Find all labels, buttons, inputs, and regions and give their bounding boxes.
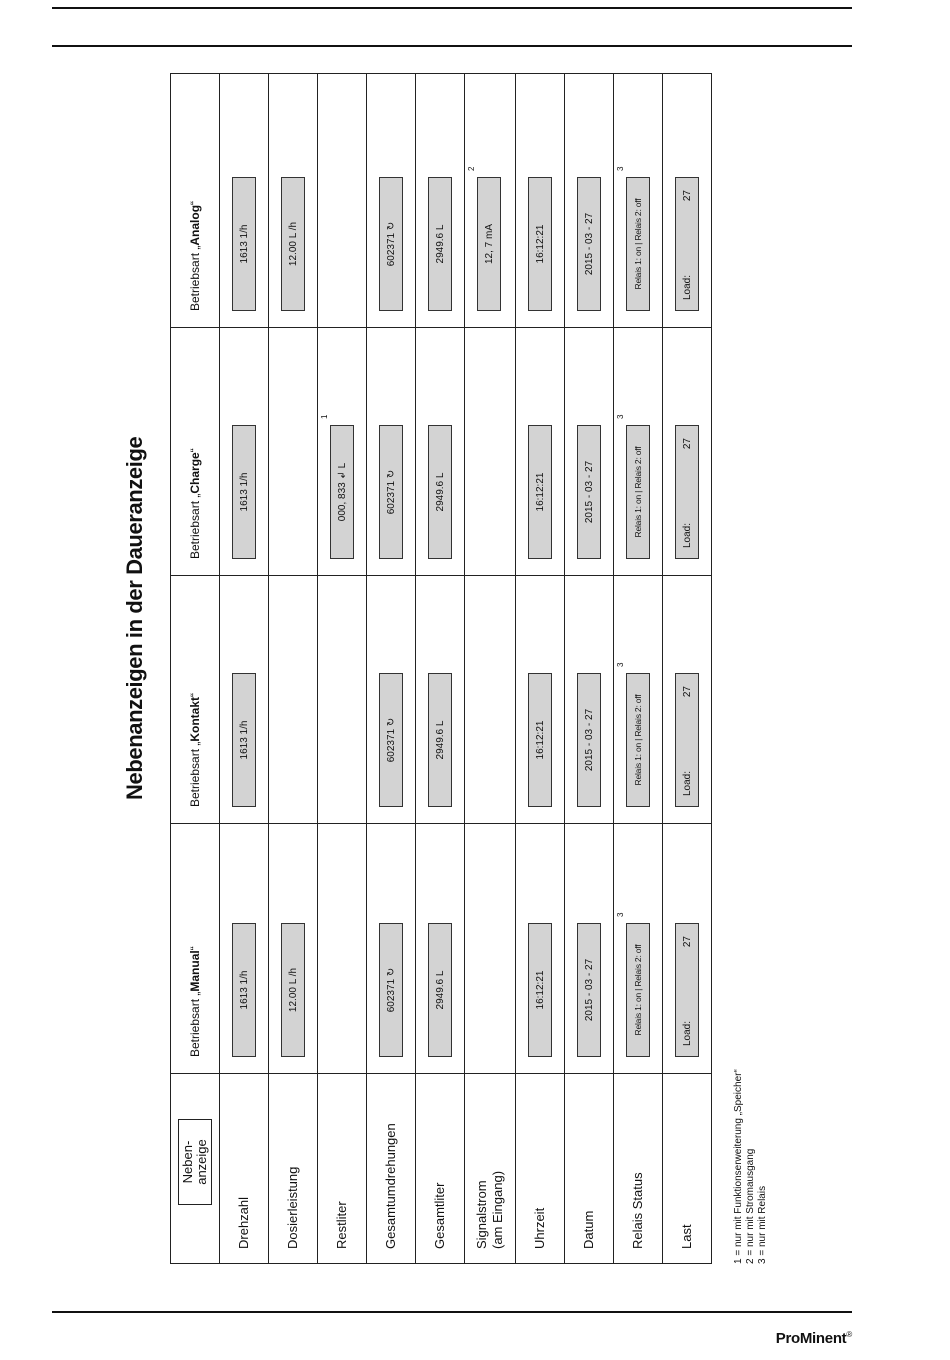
mode-header-manual bbox=[171, 824, 220, 1074]
display-value: 16:12:21 bbox=[528, 923, 552, 1057]
table-row-dosierleistung bbox=[269, 74, 318, 1264]
display-value: 16:12:21 bbox=[528, 425, 552, 559]
header-row bbox=[171, 74, 220, 1264]
display-value: 2015 - 03 - 27 bbox=[577, 673, 601, 807]
mode-header-analog bbox=[171, 74, 220, 328]
cell-kontakt-empty bbox=[465, 576, 516, 824]
corner-label-1: Neben- bbox=[180, 1140, 195, 1184]
logo-text: ProMinent bbox=[775, 1330, 847, 1347]
cell-charge bbox=[318, 328, 367, 576]
footnote-marker: 3 bbox=[616, 166, 625, 171]
cell-analog bbox=[269, 74, 318, 328]
mode-suffix: “ bbox=[188, 946, 202, 951]
mode-name: Kontakt bbox=[188, 696, 202, 742]
load-label: Load: bbox=[681, 522, 693, 548]
cell-charge bbox=[416, 328, 465, 576]
display-value: 1613 1/h bbox=[232, 177, 256, 311]
display-value: 602371 ↻ bbox=[379, 673, 403, 807]
display-table bbox=[170, 73, 712, 1264]
table-row-datum bbox=[565, 74, 614, 1264]
footnote-1: 1 = nur mit Funktionserweiterung „Speicher“ bbox=[733, 1069, 744, 1264]
footnote-marker: 3 bbox=[616, 662, 625, 667]
display-value: 16:12:21 bbox=[528, 673, 552, 807]
mode-suffix: “ bbox=[188, 692, 202, 697]
row-label-line2: (am Eingang) bbox=[490, 1170, 505, 1249]
display-value: 12, 7 mA bbox=[477, 177, 501, 311]
row-label: Dosierleistung bbox=[269, 1074, 318, 1264]
mode-prefix: Betriebsart „ bbox=[188, 493, 202, 559]
load-display bbox=[675, 923, 699, 1057]
footnote-marker: 3 bbox=[616, 912, 625, 917]
display-value: 2949.6 L bbox=[428, 177, 452, 311]
display-value: 2949.6 L bbox=[428, 673, 452, 807]
cell-charge bbox=[516, 328, 565, 576]
cell-manual bbox=[663, 824, 712, 1074]
cell-analog bbox=[565, 74, 614, 328]
cell-charge bbox=[565, 328, 614, 576]
load-display bbox=[675, 177, 699, 311]
load-label: Load: bbox=[681, 770, 693, 796]
page-title: Nebenanzeigen in der Daueranzeige bbox=[122, 436, 147, 800]
cell-analog bbox=[416, 74, 465, 328]
cell-charge bbox=[367, 328, 416, 576]
cell-analog bbox=[465, 74, 516, 328]
cell-analog bbox=[516, 74, 565, 328]
table-row-relais-status bbox=[614, 74, 663, 1264]
cell-charge-empty bbox=[465, 328, 516, 576]
display-value: 602371 ↻ bbox=[379, 923, 403, 1057]
display-value: Relais 1: on | Relais 2: off bbox=[626, 177, 650, 311]
row-label: Datum bbox=[565, 1074, 614, 1264]
load-value: 27 bbox=[681, 686, 693, 698]
display-value: Relais 1: on | Relais 2: off bbox=[626, 923, 650, 1057]
display-value: 602371 ↻ bbox=[379, 425, 403, 559]
row-label: Last bbox=[663, 1074, 712, 1264]
mode-header-kontakt bbox=[171, 576, 220, 824]
cell-manual bbox=[269, 824, 318, 1074]
row-label bbox=[465, 1074, 516, 1264]
cell-analog bbox=[220, 74, 269, 328]
mode-suffix: “ bbox=[188, 200, 202, 205]
cell-manual bbox=[220, 824, 269, 1074]
display-value: Relais 1: on | Relais 2: off bbox=[626, 425, 650, 559]
footnote-marker: 1 bbox=[320, 414, 329, 419]
load-label: Load: bbox=[681, 274, 693, 300]
mode-name: Manual bbox=[188, 950, 202, 992]
display-value: 2015 - 03 - 27 bbox=[577, 425, 601, 559]
display-value: 16:12:21 bbox=[528, 177, 552, 311]
display-value: 1613 1/h bbox=[232, 425, 256, 559]
display-value: 000, 833 ↲ L bbox=[330, 425, 354, 559]
display-value: 12.00 L /h bbox=[281, 177, 305, 311]
cell-kontakt bbox=[516, 576, 565, 824]
cell-analog bbox=[367, 74, 416, 328]
display-value: Relais 1: on | Relais 2: off bbox=[626, 673, 650, 807]
cell-manual bbox=[416, 824, 465, 1074]
row-label: Restliter bbox=[318, 1074, 367, 1264]
cell-charge bbox=[220, 328, 269, 576]
row-label: Uhrzeit bbox=[516, 1074, 565, 1264]
corner-cell bbox=[171, 1074, 220, 1264]
cell-kontakt bbox=[367, 576, 416, 824]
mode-prefix: Betriebsart „ bbox=[188, 741, 202, 807]
cell-analog-empty bbox=[318, 74, 367, 328]
mode-suffix: “ bbox=[188, 448, 202, 453]
cell-manual-empty bbox=[318, 824, 367, 1074]
load-value: 27 bbox=[681, 190, 693, 202]
footnote-3: 3 = nur mit Relais bbox=[757, 1185, 768, 1264]
display-value: 2949.6 L bbox=[428, 923, 452, 1057]
corner-label-2: anzeige bbox=[194, 1139, 209, 1185]
display-value: 2015 - 03 - 27 bbox=[577, 923, 601, 1057]
cell-analog bbox=[663, 74, 712, 328]
load-display bbox=[675, 425, 699, 559]
cell-kontakt bbox=[565, 576, 614, 824]
display-value: 12.00 L /h bbox=[281, 923, 305, 1057]
nebenanzeige-label bbox=[178, 1119, 212, 1205]
table-row-drehzahl bbox=[220, 74, 269, 1264]
row-label: Relais Status bbox=[614, 1074, 663, 1264]
cell-manual bbox=[565, 824, 614, 1074]
cell-manual-empty bbox=[465, 824, 516, 1074]
row-label: Drehzahl bbox=[220, 1074, 269, 1264]
row-label: Gesamtumdrehungen bbox=[367, 1074, 416, 1264]
footnote-marker: 2 bbox=[467, 166, 476, 171]
cell-charge bbox=[663, 328, 712, 576]
load-label: Load: bbox=[681, 1020, 693, 1046]
table-row-uhrzeit bbox=[516, 74, 565, 1264]
display-value: 2015 - 03 - 27 bbox=[577, 177, 601, 311]
cell-manual bbox=[367, 824, 416, 1074]
table-row-last bbox=[663, 74, 712, 1264]
cell-kontakt bbox=[614, 576, 663, 824]
table-row-gesamtumdrehungen bbox=[367, 74, 416, 1264]
cell-charge-empty bbox=[269, 328, 318, 576]
row-label: Gesamtliter bbox=[416, 1074, 465, 1264]
row-label-line1: Signalstrom bbox=[474, 1180, 489, 1249]
table-row-signalstrom bbox=[465, 74, 516, 1264]
mode-prefix: Betriebsart „ bbox=[188, 245, 202, 311]
footnotes bbox=[733, 1069, 769, 1264]
load-display bbox=[675, 673, 699, 807]
mode-header-charge bbox=[171, 328, 220, 576]
logo-registered-mark: ® bbox=[846, 1330, 852, 1339]
cell-manual bbox=[516, 824, 565, 1074]
mode-name: Charge bbox=[188, 452, 202, 494]
display-value: 602371 ↻ bbox=[379, 177, 403, 311]
load-value: 27 bbox=[681, 438, 693, 450]
cell-kontakt bbox=[220, 576, 269, 824]
cell-charge bbox=[614, 328, 663, 576]
table-row-gesamtliter bbox=[416, 74, 465, 1264]
footnote-marker: 3 bbox=[616, 414, 625, 419]
cell-manual bbox=[614, 824, 663, 1074]
display-value: 1613 1/h bbox=[232, 923, 256, 1057]
cell-kontakt bbox=[416, 576, 465, 824]
mode-prefix: Betriebsart „ bbox=[188, 991, 202, 1057]
cell-kontakt-empty bbox=[318, 576, 367, 824]
footnote-2: 2 = nur mit Stromausgang bbox=[745, 1148, 756, 1264]
cell-analog bbox=[614, 74, 663, 328]
mode-name: Analog bbox=[188, 204, 202, 246]
cell-kontakt bbox=[663, 576, 712, 824]
display-value: 2949.6 L bbox=[428, 425, 452, 559]
table-row-restliter bbox=[318, 74, 367, 1264]
load-value: 27 bbox=[681, 936, 693, 948]
cell-kontakt-empty bbox=[269, 576, 318, 824]
display-value: 1613 1/h bbox=[232, 673, 256, 807]
